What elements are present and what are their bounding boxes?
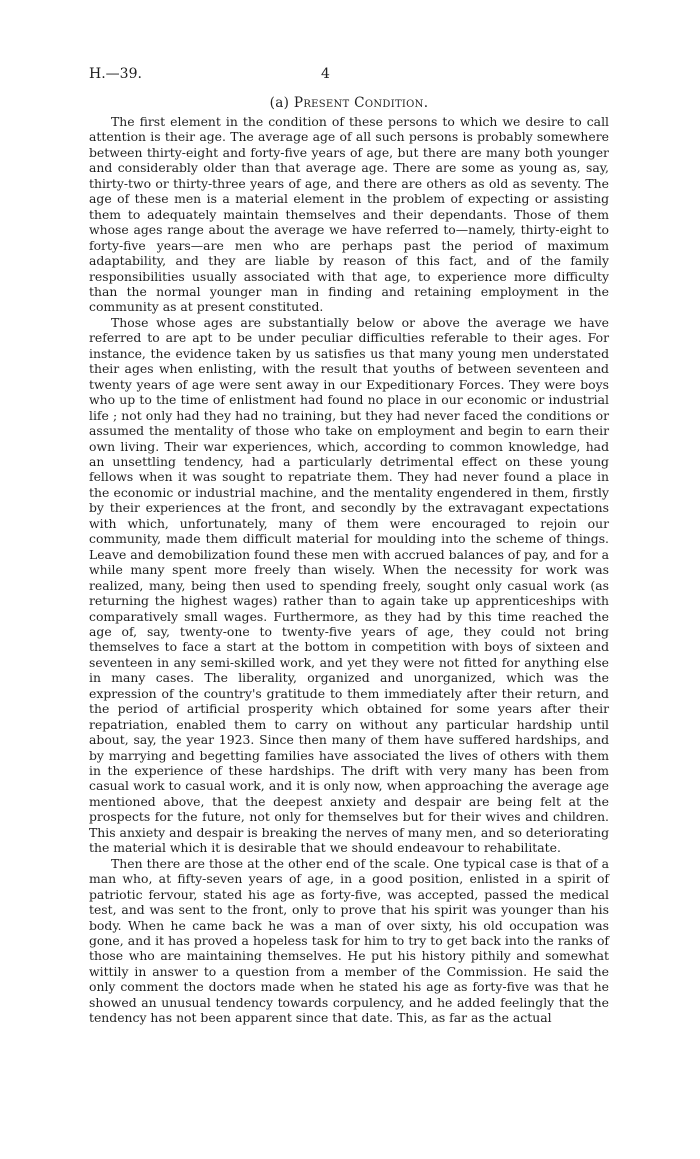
page-number: 4: [321, 66, 330, 82]
section-title: Present Condition.: [293, 95, 429, 111]
section-label: (a): [269, 95, 290, 111]
paragraph-younger-men: Those whose ages are substantially below or above the average we have referred to are apt to be under peculiar difficulties referable to their ages. For instance, the evidence taken by us satisfies us that many young men understated their ages when enlisting, with the result that youths of between seventeen and twenty years of age were sent away in our Expeditionary Forces. They were boys who up to the time of enlistment had found no place in our economic or industrial life ; not only had they had no training, but they had never faced the conditions or assumed the mentality of those who take on employment and begin to earn their own living. Their war experiences, which, according to common knowledge, had an unsettling tendency, had a particularly detrimental effect on these young fellows when it was sought to repatriate them. They had never found a place in the economic or industrial machine, and the mentality engendered in them, firstly by their experiences at the front, and secondly by the extravagant expectations with which, unfortunately, many of them were encouraged to rejoin our community, made them difficult material for moulding into the scheme of things. Leave and demobilization found these men with accrued balances of pay, and for a while many spent more freely than wisely. When the necessity for work was realized, many, being then used to spending freely, sought only casual work (as returning the highest wages) rather than to again take up apprenticeships with comparatively small wages. Furthermore, as they had by this time reached the age of, say, twenty-one to twenty-five years of age, they could not bring themselves to face a start at the bottom in competition with boys of sixteen and seventeen in any semi-skilled work, and yet they were not fitted for anything else in many cases. The liberality, organized and unorganized, which was the expression of the country's gratitude to them immediately after their return, and the period of artificial prosperity which obtained for some years after their repatriation, enabled them to carry on without any particular hardship until about, say, the year 1923. Since then many of them have suffered hardships, and by marrying and begetting families have associated the lives of others with them in the experience of these hardships. The drift with very many has been from casual work to casual work, and it is only now, when approaching the average age mentioned above, that the deepest anxiety and despair are being felt at the prospects for the future, not only for themselves but for their wives and children. This anxiety and despair is breaking the nerves of many men, and so deteriorating the material which it is desirable that we should endeavour to rehabilitate.: [89, 314, 609, 856]
paragraph-older-men: Then there are those at the other end of the scale. One typical case is that of a man who, at fifty-seven years of age, in a good position, enlisted in a spirit of patriotic fervour, stated his age as forty-five, was accepted, passed the medical test, and was sent to the front, only to prove that his spirit was younger than his body. When he came back he was a man of over sixty, his old occupation was gone, and it has proved a hopeless task for him to try to get back into the ranks of those who are maintaining themselves. He put his history pithily and somewhat wittily in answer to a question from a member of the Commission. He said the only comment the doctors made when he stated his age as forty-five was that he showed an unusual tendency towards corpulency, and he added feelingly that the tendency has not been apparent since that date. This, as far as the actual: [89, 855, 609, 1026]
body-text: [89, 114, 609, 1026]
page-header: [89, 66, 609, 86]
paragraph-age-overview: The first element in the condition of these persons to which we desire to call attention is their age. The average age of all such persons is probably somewhere between thirty-eight and forty-five years of age, but there are many both younger and considerably older than that average age. There are some as young as, say, thirty-two or thirty-three years of age, and there are others as old as seventy. The age of these men is a material element in the problem of expecting or assisting them to adequately maintain themselves and their dependants. Those of them whose ages range about the average we have referred to—namely, thirty-eight to forty-five years—are men who are perhaps past the period of maximum adaptability, and they are liable by reason of this fact, and of the family responsibilities usually associated with that age, to experience more difficulty than the normal younger man in finding and retaining employment in the community as at present constituted.: [89, 114, 609, 315]
parliamentary-paper-reference: H.—39.: [89, 66, 142, 82]
section-heading: [89, 95, 609, 111]
